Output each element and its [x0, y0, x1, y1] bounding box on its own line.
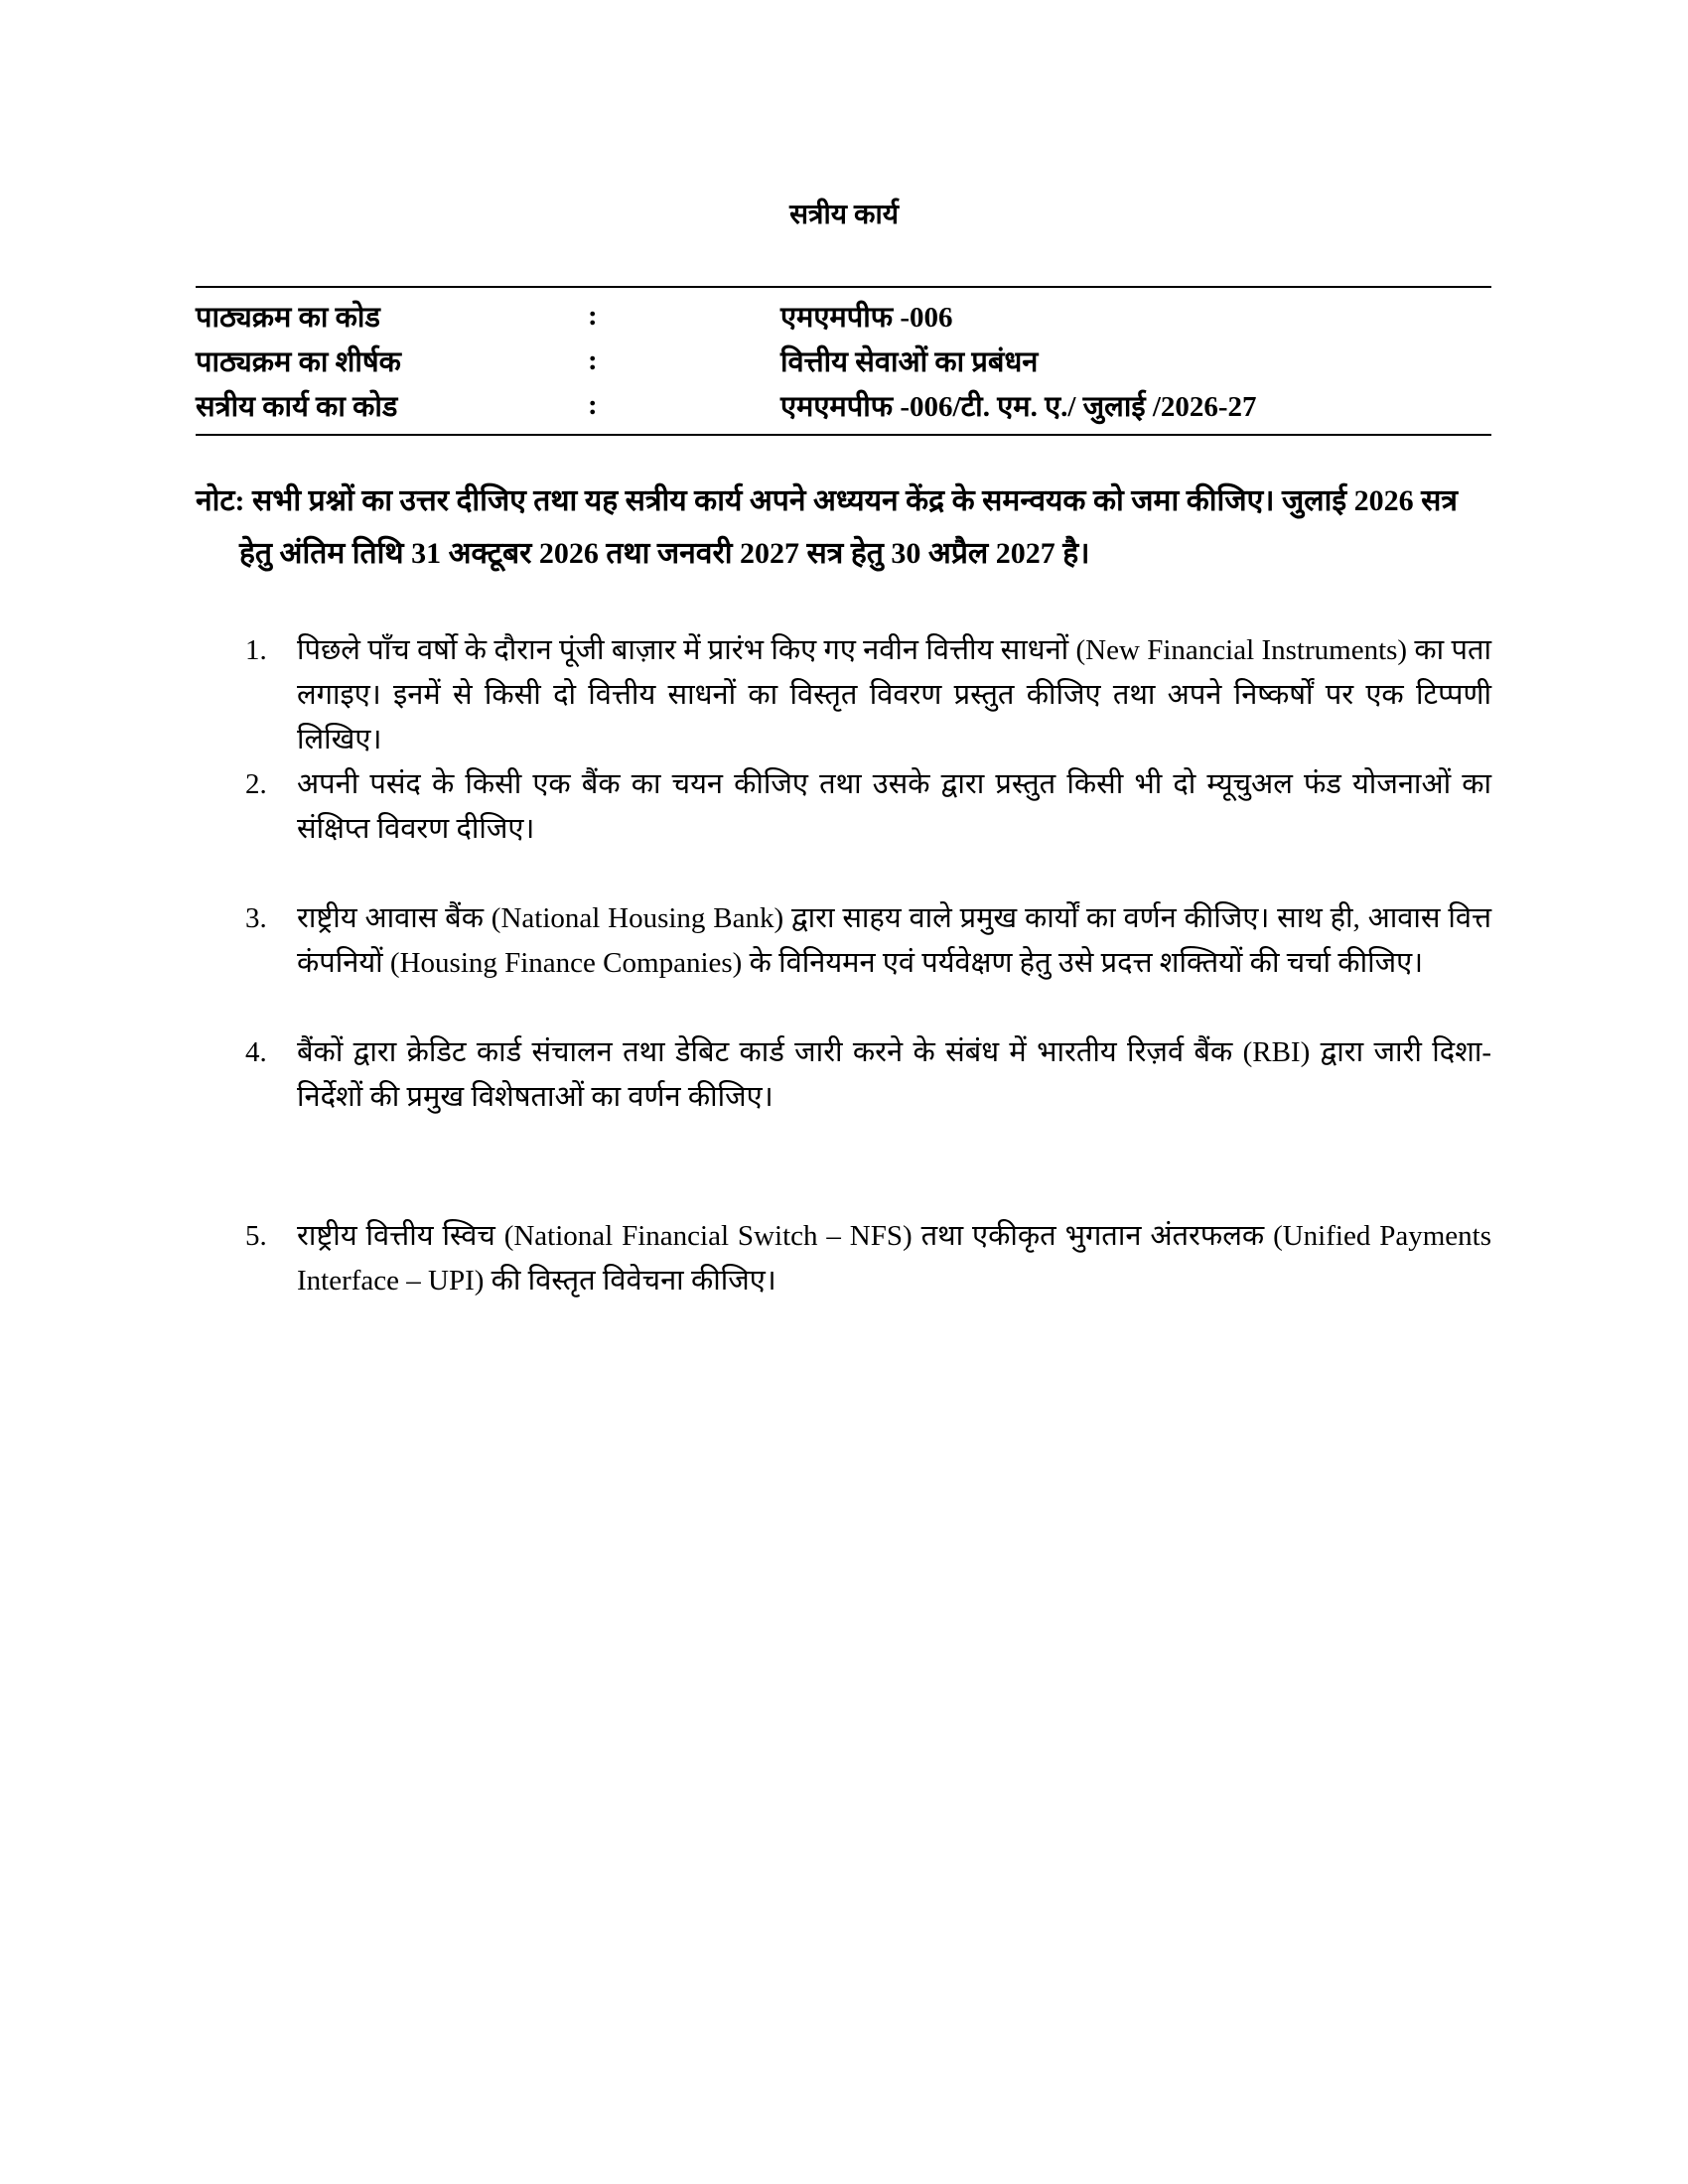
question-number: 3.: [245, 902, 267, 934]
question-text: पिछले पाँच वर्षो के दौरान पूंजी बाज़ार में प्रारंभ किए गए नवीन वित्तीय साधनों (New Financial Instruments) का पता लगाइए। इनमें से किसी दो वित्तीय साधनों का विस्तृत विवरण प्रस्तुत कीजिए तथा अपने निष्कर्षों पर एक टिप्पणी लिखिए।: [297, 634, 1491, 755]
question-text: अपनी पसंद के किसी एक बैंक का चयन कीजिए तथा उसके द्वारा प्रस्तुत किसी भी दो म्यूचुअल फंड योजनाओं का संक्षिप्त विवरण दीजिए।: [297, 768, 1491, 845]
page-title: सत्रीय कार्य: [789, 200, 899, 230]
question-text: बैंकों द्वारा क्रेडिट कार्ड संचालन तथा डेबिट कार्ड जारी करने के संबंध में भारतीय रिज़र्व बैंक (RBI) द्वारा जारी दिशा-निर्देशों की प्रमुख विशेषताओं का वर्णन कीजिए।: [297, 1036, 1491, 1113]
colon-separator: :: [588, 300, 598, 332]
question-number: 4.: [245, 1036, 267, 1068]
course-title-row: [196, 339, 1491, 383]
assignment-code-row: [196, 383, 1491, 428]
question-number: 5.: [245, 1220, 267, 1252]
question-text: राष्ट्रीय वित्तीय स्विच (National Financial Switch – NFS) तथा एकीकृत भुगतान अंतरफलक (Unified Payments Interface – UPI) की विस्तृत विवेचना कीजिए।: [297, 1220, 1491, 1297]
question-item: [245, 1214, 1491, 1303]
course-code-label: पाठ्यक्रम का कोड: [196, 302, 380, 334]
question-text: राष्ट्रीय आवास बैंक (National Housing Bank) द्वारा साहय वाले प्रमुख कार्यों का वर्णन कीजिए। साथ ही, आवास वित्त कंपनियों (Housing Finance Companies) के विनियमन एवं पर्यवेक्षण हेतु उसे प्रदत्त शक्तियों की चर्चा कीजिए।: [297, 902, 1491, 979]
question-item: [245, 628, 1491, 762]
course-info-table: [196, 286, 1491, 436]
course-title-value: वित्तीय सेवाओं का प्रबंधन: [780, 346, 1039, 378]
question-item: [245, 1030, 1491, 1120]
assignment-code-label: सत्रीय कार्य का कोड: [196, 391, 398, 423]
question-item: [245, 762, 1491, 852]
question-number: 2.: [245, 768, 267, 800]
question-item: [245, 896, 1491, 986]
course-code-row: [196, 294, 1491, 339]
question-number: 1.: [245, 634, 267, 666]
course-code-value: एमएमपीफ -006: [780, 302, 953, 334]
course-title-label: पाठ्यक्रम का शीर्षक: [196, 346, 401, 378]
colon-separator: :: [588, 389, 598, 421]
submission-note: नोट: सभी प्रश्नों का उत्तर दीजिए तथा यह सत्रीय कार्य अपने अध्ययन केंद्र के समन्वयक को जमा कीजिए। जुलाई 2026 सत्र हेतु अंतिम तिथि 31 अक्टूबर 2026 तथा जनवरी 2027 सत्र हेतु 30 अप्रैल 2027 है।: [196, 484, 1458, 570]
colon-separator: :: [588, 344, 598, 376]
assignment-code-value: एमएमपीफ -006/टी. एम. ए./ जुलाई /2026-27: [780, 391, 1257, 423]
